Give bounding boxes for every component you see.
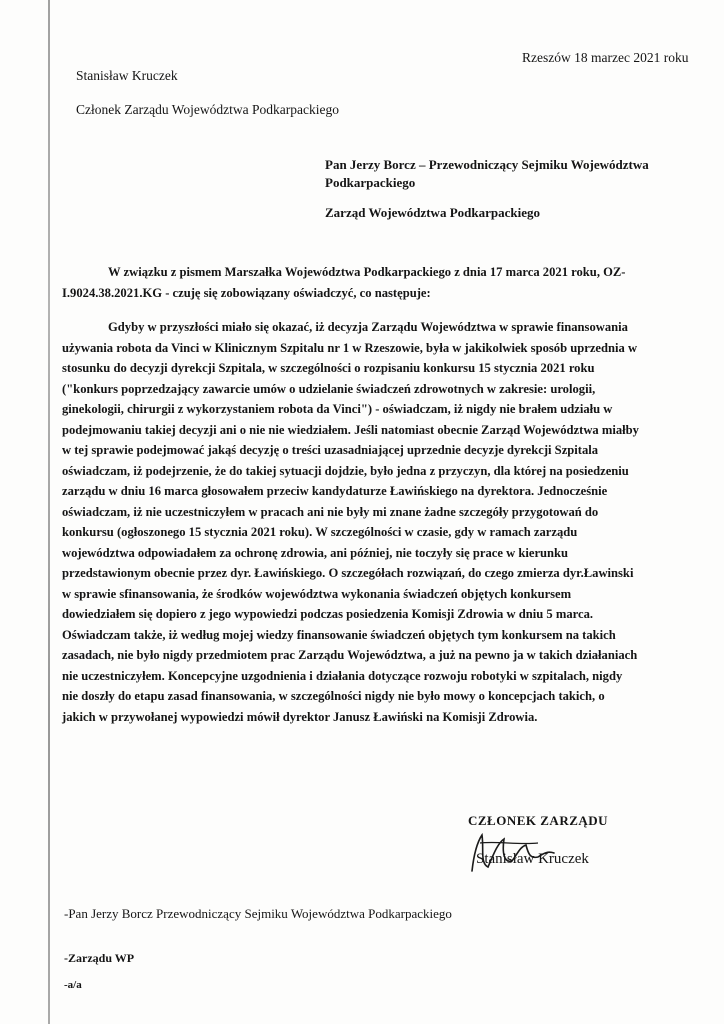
distribution-line-3: -a/a	[64, 979, 82, 991]
scan-edge-line	[48, 0, 50, 1024]
body-line: oświadczam, iż podejrzenie, że do takiej sytuacji dojdzie, było jedna z przyczyn, dla której na posiedzeniu	[62, 463, 629, 478]
distribution-line-1: -Pan Jerzy Borcz Przewodniczący Sejmiku Województwa Podkarpackiego	[64, 906, 452, 921]
distribution-line-2: -Zarządu WP	[64, 951, 135, 965]
body-line: nie doszły do etapu zasad finansowania, w szczególności nigdy nie było mowy o koncepcjach takich, o	[62, 689, 605, 703]
sender-name: Stanisław Kruczek	[76, 68, 178, 83]
addressee-line-3: Zarząd Województwa Podkarpackiego	[325, 205, 540, 220]
body-line: w sprawie sfinansowania, że środków województwa wykonania świadczeń objętych konkursem	[62, 586, 572, 601]
statement-paragraph	[62, 317, 712, 727]
body-line: nie uczestniczyłem. Koncepcyjne uzgodnienia i działania dotyczące rozwoju robotyki w szpitalach, nigdy	[62, 668, 623, 683]
intro-paragraph	[62, 262, 712, 303]
body-line: zarządu w dniu 16 marca głosowałem przeciw kandydaturze Ławińskiego na dyrektora. Jednocześnie	[62, 484, 608, 498]
body-line: Gdyby w przyszłości miało się okazać, iż decyzja Zarządu Województwa w sprawie finansowania	[108, 320, 628, 334]
body-line: przedstawionym obecnie przez dyr. Ławińskiego. O szczegółach rozwiązań, do czego zmierza dyr.Ławinski	[62, 566, 634, 580]
body-line: ginekologii, chirurgii z wykorzystaniem robota da Vinci") - oświadczam, iż nigdy nie brałem udziału w	[62, 402, 613, 416]
body-line: dowiedziałem się dopiero z jego wypowiedzi podczas posiedzenia Komisji Zdrowia w dniu 5 marca.	[62, 607, 594, 621]
body-line: oświadczam, iż nie uczestniczyłem w pracach ani nie były mi znane żadne szczegóły przygotowań do	[62, 504, 599, 519]
sender-position: Członek Zarządu Województwa Podkarpackiego	[76, 102, 339, 117]
addressee-line-1	[325, 157, 649, 173]
body-line: podejmowaniu takiej decyzji ani o nie nie wiedziałem. Jeśli natomiast obecnie Zarząd Województwa miałby	[62, 422, 639, 437]
body-line: w tej sprawie podejmować jakąś decyzję o treści uzasadniającej uprzednie decyzje dyrekcji Szpitala	[62, 443, 599, 457]
addressee-line-2: Podkarpackiego	[325, 175, 416, 190]
intro-line: W związku z pismem Marszałka Województwa Podkarpackiego z dnia 17 marca 2021 roku, OZ-	[108, 265, 626, 279]
signature-name: Stanisław Kruczek	[476, 851, 589, 867]
signature-title: CZŁONEK ZARZĄDU	[468, 813, 609, 828]
body-line: konkursu (ogłoszonego 15 stycznia 2021 roku). W szczególności w czasie, gdy w ramach zarządu	[62, 525, 578, 539]
body-line: województwa odpowiadałem za ochronę zdrowia, ani później, nie toczyły się prace w kierunku	[62, 545, 569, 560]
body-line: jakich w przywołanej wypowiedzi mówił dyrektor Janusz Ławiński na Komisji Zdrowia.	[62, 709, 538, 724]
body-line: ("konkurs poprzedzający zawarcie umów o udzielanie świadczeń zdrowotnych w zakresie: urologii,	[62, 381, 596, 396]
body-line: Oświadczam także, iż według mojej wiedzy finansowanie świadczeń objętych tym konkursem na takich	[62, 627, 616, 642]
body-line: stosunku do decyzji dyrekcji Szpitala, w szczególności o rozpisaniu konkursu 15 stycznia 2021 roku	[62, 361, 595, 375]
intro-line: I.9024.38.2021.KG - czuję się zobowiązany oświadczyć, co następuje:	[62, 285, 431, 300]
addressee-line-1-text: Pan Jerzy Borcz – Przewodniczący Sejmiku Województwa	[325, 157, 649, 172]
body-line: używania robota da Vinci w Klinicznym Szpitalu nr 1 w Rzeszowie, była w jakikolwiek sposób uprzednia w	[62, 340, 638, 355]
place-date: Rzeszów 18 marzec 2021 roku	[522, 50, 689, 65]
signature-block	[468, 813, 668, 888]
body-line: zasadach, nie było nigdy przedmiotem prac Zarządu Województwa, a już na pewno ja w takich działaniach	[62, 648, 638, 662]
